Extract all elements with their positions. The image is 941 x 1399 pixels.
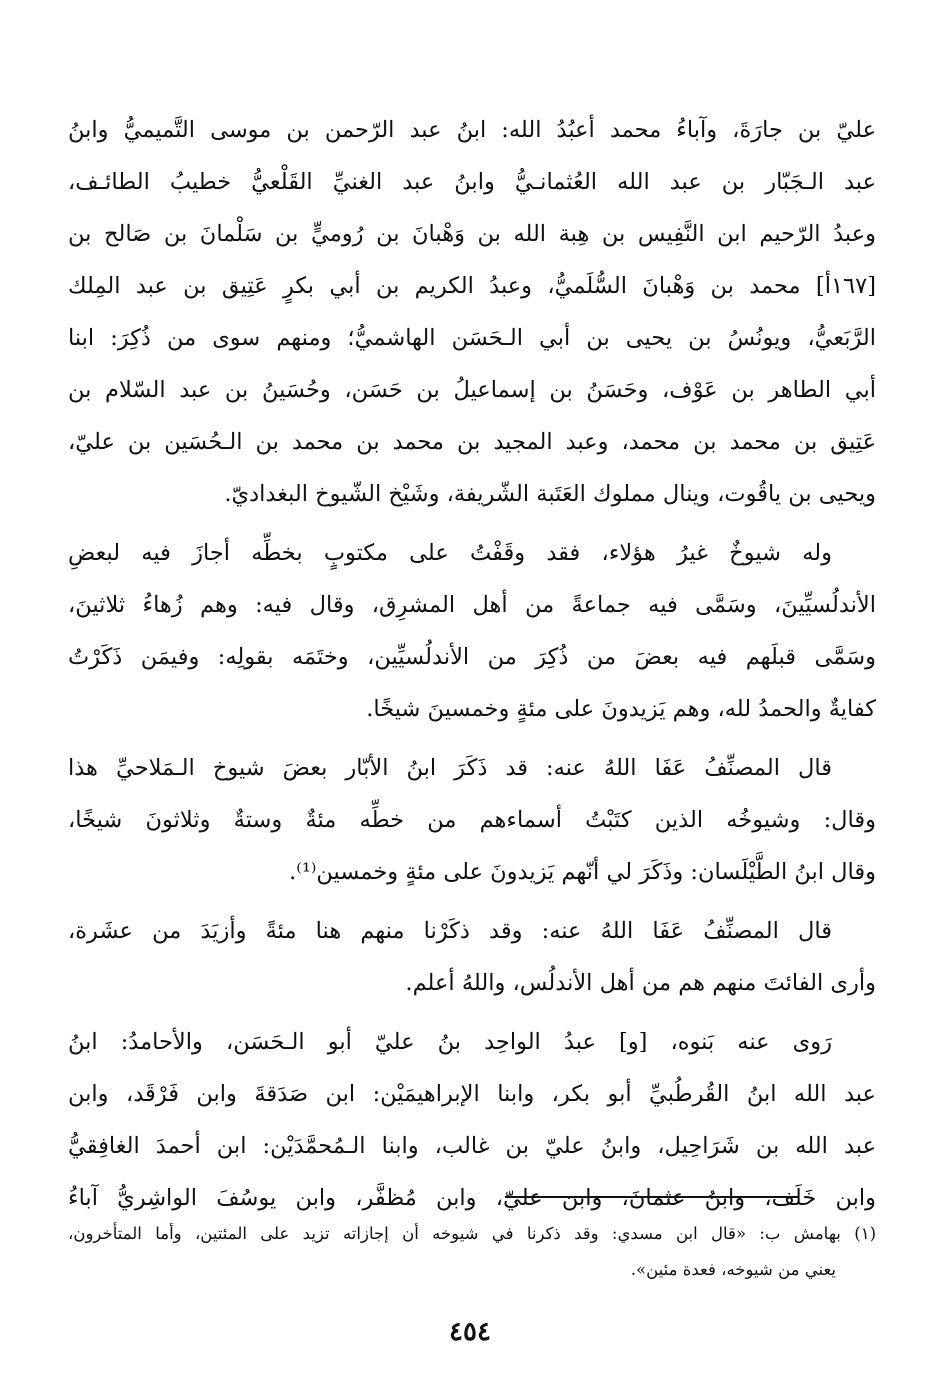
paragraph-2 [68,527,876,735]
text-line: [١٦٧أ] محمد بن وَهْبانَ السُّلَميُّ، وعبدُ الكريم بن أبي بكرٍ عَتِيق بن عبد المِلك [68,273,876,299]
paragraph-1 [68,104,876,520]
text-line: وقال ابنُ الطَّيْلَسان: وذَكَرَ لي أنّهم يَزيدونَ على مئةٍ وخمسين⁽¹⁾. [289,859,876,885]
paragraph-spacer [68,1009,876,1016]
text-line: قال المصنِّفُ عَفَا اللهُ عنه: وقد ذكَرْنا منهم هنا مئةً وأزيَدَ من عشَرة، [68,918,832,944]
text-line: عَتِيق بن محمد بن محمد، وعبد المجيد بن محمد بن محمد بن الـحُسَين بن عليّ، [68,429,876,455]
main-text [68,104,876,1224]
text-line: الأندلُسيِّينَ، وسَمَّى فيه جماعةً من أهل المشرِق، وقال فيه: وهم زُهاءُ ثلاثينَ، [68,592,876,618]
paragraph-4 [68,905,876,1009]
footnote-separator [505,1196,799,1198]
text-line: أبي الطاهر بن عَوْف، وحَسَنُ بن إسماعيلُ بن حَسَن، وحُسَينُ بن عبد السّلام بن [68,377,876,403]
paragraph-spacer [68,520,876,527]
paragraph-3 [68,742,876,898]
footnote-line: (١) بهامش ب: «قال ابن مسدي: وقد ذكرنا في شيوخه أن إجازاته تزيد على المئتين، وأما المتأخرون، [68,1224,876,1243]
text-line: عبد الـجَبّار بن عبد الله العُثمانـيُّ وابنُ عبد الغنيِّ القَلْعيُّ خطيبُ الطائـف، [68,169,876,195]
paragraph-5 [68,1016,876,1224]
paragraph-spacer [68,735,876,742]
footnote-1 [68,1216,876,1288]
text-line: وعبدُ الرّحيم ابن النَّفِيس بن هِبة الله بن وَهْبانَ بن رُوميٍّ بن سَلْمانَ بن صَالح بن [68,221,876,247]
paragraph-spacer [68,898,876,905]
text-line: رَوى عنه بَنوه، [و] عبدُ الواحِد بنُ عليّ أبو الـحَسَن، والأحامدُ: ابنُ [68,1029,832,1055]
text-line: عبد الله بن شَرَاحِيل، وابنُ عليّ بن غالب، وابنا الـمُحمَّدَيْن: ابن أحمدَ الغافِقيُّ [68,1133,876,1159]
text-line: وابن خَلَف، وابنُ عثمانَ، وابن عليّ، وابن مُظفَّر، وابن يوسُفَ الواشِريُّ آباءُ [68,1185,876,1211]
text-line: الرَّبَعيُّ، ويونُسُ بن يحيى بن أبي الـحَسَن الهاشميُّ؛ ومنهم سوى من ذُكِرَ: ابنا [68,325,876,351]
text-line: وأرى الفائتَ منهم هم من أهل الأندلُس، واللهُ أعلم. [405,970,876,996]
text-line: عبد الله ابنُ القُرطُبيِّ أبو بكر، وابنا الإبراهيمَيْن: ابن صَدَقةَ وابن فَرْقَد، وابن [68,1081,876,1107]
text-line: ويحيى بن ياقُوت، وينال مملوك العَتَبة الشّريفة، وشَيْخ الشّيوخ البغداديّ. [224,481,876,507]
text-line: وله شيوخٌ غيرُ هؤلاء، فقد وقَفْتُ على مكتوبٍ بخطِّه أجازَ فيه لبعضِ [68,540,832,566]
text-line: قال المصنِّفُ عَفَا اللهُ عنه: قد ذَكَرَ ابنُ الأبّار بعضَ شيوخ الـمَلاحيِّ هذا [68,755,832,781]
text-line: عليّ بن جارَةَ، وآباءُ محمد أعبُدُ الله: ابنُ عبد الرّحمن بن موسى التَّميميُّ وابنُ [68,117,876,143]
text-line: وسَمَّى قبلَهم فيه بعضَ من ذُكِرَ من الأندلُسيِّين، وختَمَه بقولِه: وفيمَن ذَكَرْتُ [68,644,876,670]
footnote-line: يعني من شيوخه، فعدة مئين». [630,1260,836,1279]
text-line: كفايةٌ والحمدُ لله، وهم يَزيدونَ على مئةٍ وخمسينَ شيخًا. [366,696,876,722]
page-number: ٤٥٤ [449,1317,491,1347]
footnotes [68,1216,876,1288]
text-line: وقال: وشيوخُه الذين كتَبْتُ أسماءهم من خطِّه مئةٌ وستةٌ وثلاثونَ شيخًا، [68,807,876,833]
